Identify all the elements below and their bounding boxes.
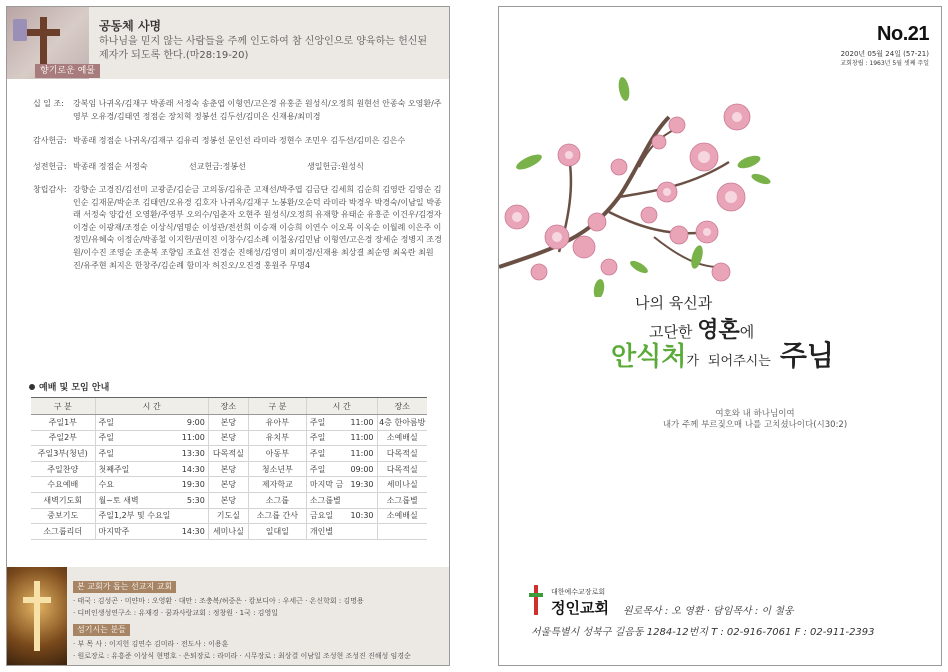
offering-mission: 선교헌금:정봉선: [189, 162, 246, 171]
offering-names: 박종래 정점순 서정숙: [73, 162, 148, 171]
table-cell: 본당: [208, 415, 248, 431]
column-header: 구 분: [248, 398, 306, 415]
table-cell: 19:30: [179, 477, 209, 493]
table-cell: 09:00: [347, 461, 377, 477]
offering-birthday: 생일헌금:원성식: [307, 162, 364, 171]
table-cell: 일대일: [248, 524, 306, 540]
missionaries-line: · 태국 : 김성곤 · 미얀마 : 오영환 · 대만 : 조충복/허중은 · 캄보디아 : 우세근 · 온신학회 : 김명용: [73, 597, 364, 605]
pastors: 원로목사 : 오 영환 · 담임목사 : 이 철웅: [623, 606, 794, 617]
table-cell: 개인별: [306, 524, 347, 540]
table-cell: 유아부: [248, 415, 306, 431]
table-cell: 소그룹별: [306, 492, 347, 508]
offering-label: 성전헌금:: [33, 162, 67, 171]
table-cell: [377, 524, 427, 540]
column-header: 장소: [377, 398, 427, 415]
table-row: [31, 508, 427, 524]
table-cell: 다목적실: [377, 446, 427, 462]
table-cell: 10:30: [347, 508, 377, 524]
offering-names: 박종래 정점순 나귀옥/김재구 김유리 정봉선 문인선 라미라 정현수 조민우 김두선/김미은 김은수: [73, 136, 406, 145]
table-cell: 새벽기도회: [31, 492, 95, 508]
cross-photo: [7, 567, 67, 665]
table-cell: 주일: [95, 446, 179, 462]
verse-line: 내가 주께 부르짖으매 나를 고치셨나이다(시30:2): [662, 420, 848, 430]
table-cell: 기도실: [208, 508, 248, 524]
table-cell: 11:00: [179, 430, 209, 446]
table-cell: 수요예배: [31, 477, 95, 493]
table-cell: [347, 524, 377, 540]
column-header: 구 분: [31, 398, 95, 415]
issue-number: No.21: [877, 23, 929, 45]
table-row: [31, 430, 427, 446]
column-header: 시 간: [95, 398, 208, 415]
table-cell: 제자학교: [248, 477, 306, 493]
denomination: 대한예수교장로회: [551, 588, 606, 596]
table-cell: 19:30: [347, 477, 377, 493]
table-row: [31, 477, 427, 493]
issue-date: 2020년 05월 24일 (57-21): [840, 50, 929, 58]
table-row: [31, 492, 427, 508]
column-header: 시 간: [306, 398, 377, 415]
table-cell: 다목적실: [377, 461, 427, 477]
church-name: 정인교회: [551, 599, 609, 617]
table-cell: 유치부: [248, 430, 306, 446]
table-cell: 주일: [95, 415, 179, 431]
table-cell: 11:00: [347, 415, 377, 431]
cross-icon: [34, 581, 40, 651]
table-cell: 마지막 금: [306, 477, 347, 493]
established-date: 교회창립 : 1963년 5월 셋째 주일: [840, 60, 929, 67]
table-cell: [179, 508, 209, 524]
table-cell: 주일찬양: [31, 461, 95, 477]
table-cell: 주일: [95, 430, 179, 446]
table-cell: 14:30: [179, 524, 209, 540]
table-cell: 본당: [208, 477, 248, 493]
table-cell: 주일: [306, 446, 347, 462]
staff-tag: 섬기시는 분들: [73, 624, 130, 636]
table-row: [31, 446, 427, 462]
offering-section-tab: 향기로운 예물: [35, 64, 100, 78]
table-cell: 11:00: [347, 430, 377, 446]
cross-icon: [40, 17, 47, 71]
table-cell: 소예배실: [377, 430, 427, 446]
table-cell: 세미나실: [377, 477, 427, 493]
table-cell: 본당: [208, 461, 248, 477]
church-address: 서울특별시 성북구 길음동 1284-12번지 T : 02-916-7061 F : 02-911-2393: [531, 627, 875, 638]
table-cell: 아동부: [248, 446, 306, 462]
table-cell: 수요: [95, 477, 179, 493]
slogan-line-1: 나의 육신과 고단한 영혼에: [635, 294, 755, 343]
table-cell: 4층 한아름방: [377, 415, 427, 431]
table-cell: 9:00: [179, 415, 209, 431]
table-cell: 주일2부: [31, 430, 95, 446]
cherry-blossom-illustration: [499, 67, 941, 297]
table-cell: 주일1부: [31, 415, 95, 431]
table-cell: 세미나실: [208, 524, 248, 540]
offering-label: 창립감사:: [33, 185, 67, 194]
table-cell: [347, 492, 377, 508]
offering-names: 강향순 고경진/김선미 고광준/김순금 고의동/김유준 고재선/박주엽 김금단 김세희 김순희 김영란 김영순 김인순 김재문/박순조 김태연/오유경 김호자 나귀옥/김재구 노봉환/오순덕 라미라 박경우 박경숙/이남일 박종래 서정숙 양갑선 오영환/주영부 오의수/임춘자 오현주 원성식/오정희 유재향 유태순 유흥준 이건우/김경자 이경순 이광재/조정순 이상식/염명순 이성관/전선희 이승재 이승희 이연수 이오목 이옥순 이월례 이은주 이정민/유혜숙 이정순/박종철 이지헌/권미진 이창수/김소례 이철웅/김민남 이형연/고은경 장세순 정병지 조경원/이수진 조영순 조춘복 조향임 조효선 진경순 진해성/김영미 최미경/신재용 최상결 최순영 최욱란 최원진/유주현 최지은 한창주/김순례 함미자 허진오/오진경 홍원주 무명4: [73, 185, 442, 270]
staff-line: · 원로장로 : 유흥준 이상식 현명호 · 은퇴장로 : 라미라 · 시무장로 : 최상결 이남일 조성현 조성진 진해성 임경순: [73, 652, 411, 660]
worship-table: [31, 397, 427, 540]
table-cell: 중보기도: [31, 508, 95, 524]
table-cell: 소그룹: [248, 492, 306, 508]
slogan-line-2: 안식처가 되어주시는 주님: [611, 339, 834, 372]
table-row: [31, 524, 427, 540]
column-header: 장소: [208, 398, 248, 415]
missionaries-line: · 디비인생성연구소 : 유재경 · 꿈과사랑교회 : 정창원 · 1국 : 김영일: [73, 609, 278, 617]
table-cell: 월~토 새벽: [95, 492, 179, 508]
right-page: [498, 6, 942, 666]
table-header-row: [31, 398, 427, 415]
mission-header: [7, 7, 449, 79]
table-cell: 다목적실: [208, 446, 248, 462]
table-cell: 주일: [306, 415, 347, 431]
table-cell: 주일: [306, 461, 347, 477]
table-cell: 13:30: [179, 446, 209, 462]
table-cell: 소그룹리더: [31, 524, 95, 540]
mission-title: 공동체 사명: [99, 19, 162, 33]
table-cell: 주일1,2부 및 수요일: [95, 508, 179, 524]
offering-label: 감사헌금:: [33, 136, 67, 145]
table-row: [31, 461, 427, 477]
staff-line: · 부 목 사 : 이지헌 김연수 김미라 · 전도사 : 이용훈: [73, 640, 229, 648]
missionaries-tag: 본 교회가 돕는 선교지 교회: [73, 581, 176, 593]
table-cell: 소그룹 간사: [248, 508, 306, 524]
offering-names: 강복임 나귀옥/김재구 박종래 서정숙 송춘엽 이형연/고은경 유홍준 원성식/오정희 원현선 안종숙 오영환/주영부 오유경/김태연 정점순 장치혁 정봉선 김두선/김미은 신재용/최미경: [73, 99, 442, 121]
table-cell: 본당: [208, 430, 248, 446]
table-cell: 11:00: [347, 446, 377, 462]
table-cell: 소예배실: [377, 508, 427, 524]
left-page: [6, 6, 450, 666]
slogan: [607, 292, 927, 387]
church-logo-icon: [529, 585, 543, 615]
table-cell: 첫째주일: [95, 461, 179, 477]
mission-footer: [7, 567, 449, 665]
table-row: [31, 415, 427, 431]
table-cell: 14:30: [179, 461, 209, 477]
table-cell: 5:30: [179, 492, 209, 508]
table-cell: 본당: [208, 492, 248, 508]
table-cell: 금요일: [306, 508, 347, 524]
worship-heading: 예배 및 모임 안내: [29, 380, 109, 393]
mission-text: 하나님을 믿지 않는 사람들을 주께 인도하여 참 신앙인으로 양육하는 헌신된 제자가 되도록 한다.(마28:19-20): [99, 36, 428, 61]
offering-label: 십 일 조:: [33, 99, 64, 108]
verse-line: 여호와 내 하나님이여: [715, 409, 795, 419]
table-cell: 마지막주: [95, 524, 179, 540]
table-cell: 소그룹별: [377, 492, 427, 508]
candle-icon: [13, 19, 27, 41]
table-cell: 주일: [306, 430, 347, 446]
table-cell: 청소년부: [248, 461, 306, 477]
table-cell: 주일3부(청년): [31, 446, 95, 462]
